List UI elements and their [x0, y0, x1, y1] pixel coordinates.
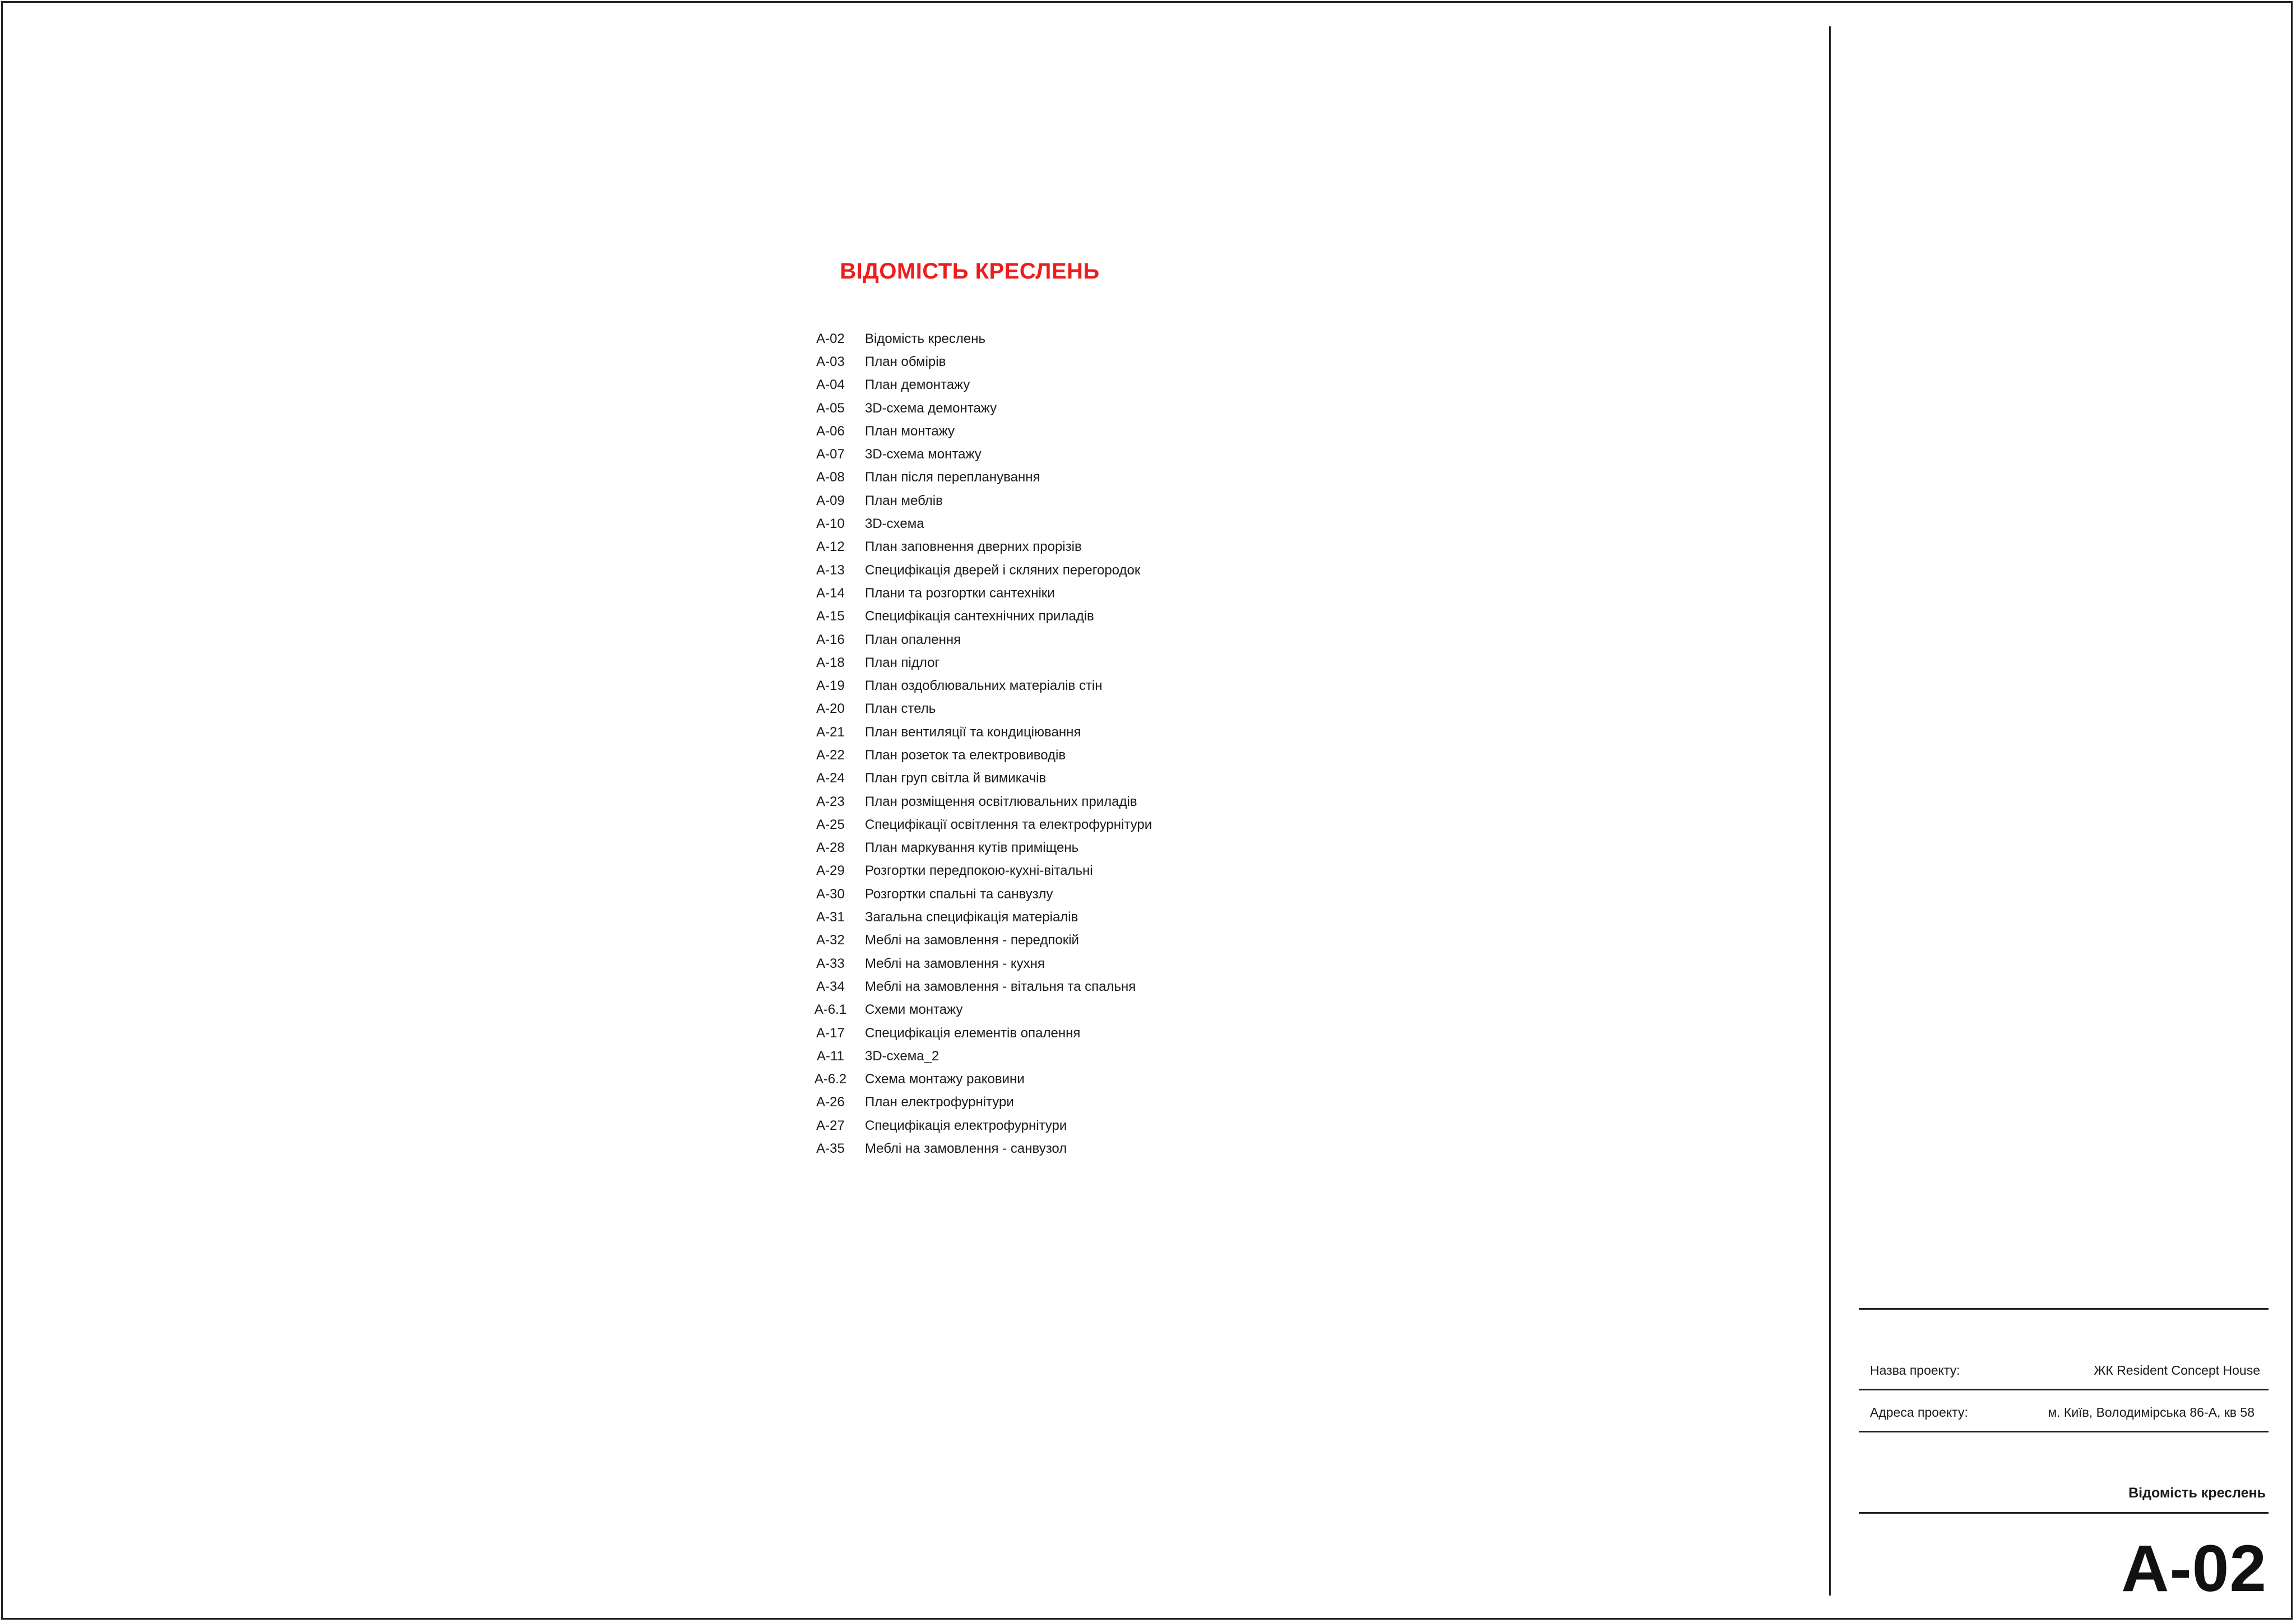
drawing-name: 3D-схема_2 — [865, 1048, 939, 1064]
drawing-name: План меблів — [865, 493, 943, 508]
project-name-value: ЖК Resident Concept House — [2094, 1363, 2260, 1378]
drawing-name: Загальна специфікація матеріалів — [865, 910, 1078, 925]
drawing-row — [796, 906, 1152, 929]
drawing-code: А-08 — [816, 470, 845, 485]
drawing-code: А-10 — [816, 516, 845, 532]
drawing-name: 3D-схема — [865, 516, 924, 532]
project-address-row — [1870, 1405, 2260, 1420]
drawing-code: А-29 — [816, 863, 845, 879]
drawing-code: А-02 — [816, 331, 845, 346]
drawing-code: А-30 — [816, 886, 845, 902]
title-block-line-3 — [1859, 1512, 2269, 1514]
title-block-line-1 — [1859, 1389, 2269, 1390]
title-block-line-2 — [1859, 1431, 2269, 1432]
drawing-name: План груп світла й вимикачів — [865, 771, 1047, 786]
drawing-code: А-21 — [816, 724, 845, 740]
drawing-code: А-05 — [816, 400, 845, 416]
drawing-code: А-16 — [816, 632, 845, 647]
drawing-name: Специфікації освітлення та електрофурнітури — [865, 817, 1152, 832]
drawing-code: А-32 — [816, 933, 845, 948]
drawing-name: Розгортки передпокою-кухні-вітальні — [865, 863, 1093, 879]
drawing-row — [796, 559, 1152, 582]
drawing-name: Специфікація сантехнічних приладів — [865, 609, 1094, 624]
drawing-name: Меблі на замовлення - санвузол — [865, 1141, 1067, 1157]
drawing-code: А-15 — [816, 609, 845, 624]
drawing-code: А-31 — [816, 910, 845, 925]
drawing-row — [796, 350, 1152, 373]
drawing-code: А-6.1 — [814, 1002, 847, 1018]
drawing-code: А-18 — [816, 655, 845, 670]
drawing-code: А-09 — [816, 493, 845, 508]
page-title: ВІДОМІСТЬ КРЕСЛЕНЬ — [840, 259, 1100, 284]
drawing-code: А-6.2 — [814, 1072, 847, 1087]
drawing-name: Меблі на замовлення - вітальня та спальня — [865, 979, 1136, 994]
drawing-row — [796, 374, 1152, 397]
sheet-name: Відомість креслень — [2128, 1485, 2266, 1501]
drawing-code: А-04 — [816, 377, 845, 393]
drawing-name: План після перепланування — [865, 470, 1040, 485]
drawing-row — [796, 1068, 1152, 1091]
project-name-label: Назва проекту: — [1870, 1363, 1960, 1378]
drawing-name: Схема монтажу раковини — [865, 1072, 1025, 1087]
drawing-code: А-20 — [816, 701, 845, 717]
drawing-row — [796, 767, 1152, 790]
drawing-row — [796, 1114, 1152, 1137]
drawing-name: План електрофурнітури — [865, 1095, 1014, 1110]
drawing-name: План вентиляції та кондиціювання — [865, 724, 1081, 740]
drawing-name: План підлог — [865, 655, 940, 670]
drawing-code: А-27 — [816, 1117, 845, 1133]
drawing-row — [796, 883, 1152, 906]
drawing-row — [796, 628, 1152, 651]
project-address-value: м. Київ, Володимірська 86-А, кв 58 — [2048, 1405, 2255, 1420]
drawing-row — [796, 860, 1152, 883]
drawing-row — [796, 744, 1152, 767]
drawing-row — [796, 605, 1152, 628]
drawing-row — [796, 443, 1152, 466]
drawing-row — [796, 397, 1152, 420]
drawing-name: Специфікація електрофурнітури — [865, 1117, 1067, 1133]
drawing-code: А-11 — [817, 1048, 844, 1064]
drawing-name: План стель — [865, 701, 936, 717]
drawing-name: Меблі на замовлення - передпокій — [865, 933, 1079, 948]
drawing-row — [796, 327, 1152, 350]
drawing-code: А-14 — [816, 585, 845, 601]
drawing-name: Розгортки спальні та санвузлу — [865, 886, 1053, 902]
drawing-name: План розеток та електровиводів — [865, 747, 1066, 763]
drawing-row — [796, 1022, 1152, 1045]
drawing-name: 3D-схема монтажу — [865, 447, 982, 462]
drawing-name: Плани та розгортки сантехніки — [865, 585, 1055, 601]
drawing-code: А-34 — [816, 979, 845, 994]
drawing-name: Специфікація елементів опалення — [865, 1025, 1081, 1041]
drawing-row — [796, 1137, 1152, 1160]
drawing-row — [796, 790, 1152, 813]
drawing-code: А-23 — [816, 794, 845, 809]
drawing-name: 3D-схема демонтажу — [865, 400, 997, 416]
drawing-name: План заповнення дверних прорізів — [865, 539, 1082, 555]
sheet-number: А-02 — [2121, 1532, 2267, 1606]
drawing-row — [796, 952, 1152, 975]
drawing-code: А-25 — [816, 817, 845, 832]
drawing-name: План монтажу — [865, 423, 955, 439]
drawing-row — [796, 1091, 1152, 1114]
drawing-list — [796, 327, 1152, 1161]
project-name-row — [1870, 1363, 2260, 1378]
drawing-row — [796, 837, 1152, 860]
drawing-row — [796, 813, 1152, 836]
drawing-row — [796, 1045, 1152, 1068]
drawing-row — [796, 651, 1152, 674]
title-block-divider — [1829, 26, 1831, 1596]
drawing-code: А-22 — [816, 747, 845, 763]
drawing-code: А-03 — [816, 354, 845, 369]
drawing-row — [796, 582, 1152, 605]
drawing-row — [796, 674, 1152, 697]
drawing-name: План маркування кутів приміщень — [865, 840, 1079, 856]
drawing-code: А-35 — [816, 1141, 845, 1157]
drawing-row — [796, 999, 1152, 1022]
project-address-label: Адреса проекту: — [1870, 1405, 1968, 1420]
drawing-name: Відомість креслень — [865, 331, 985, 346]
drawing-code: А-07 — [816, 447, 845, 462]
drawing-row — [796, 721, 1152, 744]
drawing-name: План оздоблювальних матеріалів стін — [865, 678, 1103, 694]
drawing-code: А-28 — [816, 840, 845, 856]
drawing-row — [796, 420, 1152, 443]
drawing-code: А-12 — [816, 539, 845, 555]
drawing-row — [796, 975, 1152, 998]
drawing-code: А-06 — [816, 423, 845, 439]
drawing-code: А-24 — [816, 771, 845, 786]
drawing-code: А-19 — [816, 678, 845, 694]
drawing-row — [796, 929, 1152, 952]
drawing-row — [796, 466, 1152, 489]
drawing-name: План демонтажу — [865, 377, 970, 393]
drawing-name: План обмірів — [865, 354, 946, 369]
drawing-name: Специфікація дверей і скляних перегородок — [865, 562, 1141, 578]
drawing-name: Меблі на замовлення - кухня — [865, 956, 1045, 971]
drawing-name: Схеми монтажу — [865, 1002, 963, 1018]
drawing-code: А-26 — [816, 1095, 845, 1110]
drawing-row — [796, 489, 1152, 512]
drawing-code: А-33 — [816, 956, 845, 971]
title-block-top-line — [1859, 1308, 2269, 1310]
drawing-code: А-17 — [816, 1025, 845, 1041]
drawing-name: План розміщення освітлювальних приладів — [865, 794, 1137, 809]
drawing-row — [796, 698, 1152, 721]
drawing-name: План опалення — [865, 632, 961, 647]
drawing-row — [796, 512, 1152, 535]
drawing-code: А-13 — [816, 562, 845, 578]
drawing-row — [796, 536, 1152, 559]
